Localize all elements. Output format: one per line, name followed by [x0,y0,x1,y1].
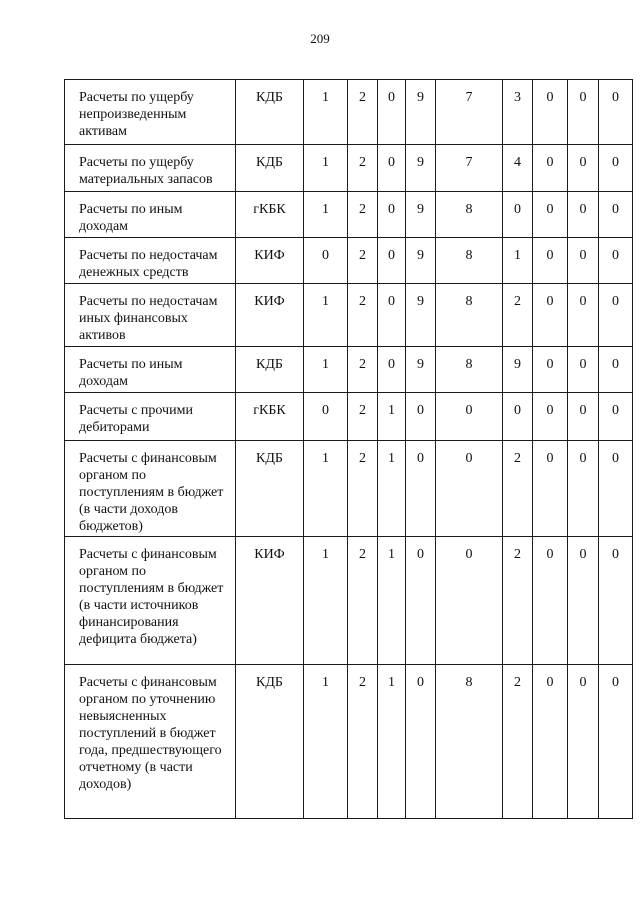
account-digit-cell: 2 [348,441,378,537]
account-digit-cell: 0 [406,393,436,441]
account-digit-cell: 0 [378,145,406,192]
account-name-cell: Расчеты с прочими дебиторами [65,393,236,441]
account-digit-cell: 0 [533,347,568,393]
account-digit-cell: 0 [568,238,599,284]
account-digit-cell: 0 [378,192,406,238]
table-row [65,80,633,145]
account-digit-cell: 2 [348,537,378,665]
account-digit-cell: 7 [436,80,503,145]
account-digit-cell: 9 [406,192,436,238]
account-digit-cell: 1 [378,393,406,441]
account-digit-cell: 8 [436,284,503,347]
code-type-cell: КДБ [236,80,304,145]
account-name-cell: Расчеты с финансовым органом по уточнению невыясненных поступлений в бюджет года, предшествующего отчетному (в части доходов) [65,665,236,819]
account-digit-cell: 1 [378,441,406,537]
account-digit-cell: 9 [503,347,533,393]
account-digit-cell: 0 [436,393,503,441]
account-digit-cell: 8 [436,238,503,284]
account-digit-cell: 0 [599,80,633,145]
account-digit-cell: 9 [406,347,436,393]
code-type-cell: КИФ [236,238,304,284]
code-type-cell: КДБ [236,145,304,192]
account-digit-cell: 0 [378,80,406,145]
account-digit-cell: 0 [436,537,503,665]
account-digit-cell: 2 [503,441,533,537]
account-digit-cell: 1 [304,145,348,192]
account-digit-cell: 1 [378,665,406,819]
code-type-cell: КДБ [236,347,304,393]
account-digit-cell: 0 [568,284,599,347]
account-digit-cell: 4 [503,145,533,192]
account-digit-cell: 0 [533,665,568,819]
account-digit-cell: 1 [304,80,348,145]
account-digit-cell: 1 [503,238,533,284]
account-digit-cell: 0 [599,665,633,819]
account-digit-cell: 0 [533,145,568,192]
account-digit-cell: 1 [304,441,348,537]
account-digit-cell: 0 [378,347,406,393]
account-digit-cell: 9 [406,80,436,145]
account-digit-cell: 2 [348,80,378,145]
account-digit-cell: 0 [599,393,633,441]
account-digit-cell: 0 [568,192,599,238]
account-digit-cell: 2 [348,145,378,192]
code-type-cell: КИФ [236,284,304,347]
account-digit-cell: 9 [406,238,436,284]
table-row [65,192,633,238]
code-type-cell: КДБ [236,665,304,819]
account-name-cell: Расчеты с финансовым органом по поступлениям в бюджет (в части источников финансирования дефицита бюджета) [65,537,236,665]
account-digit-cell: 9 [406,284,436,347]
account-digit-cell: 0 [599,145,633,192]
account-digit-cell: 1 [304,537,348,665]
account-digit-cell: 0 [533,393,568,441]
account-digit-cell: 0 [568,441,599,537]
account-digit-cell: 0 [304,238,348,284]
table-row [65,347,633,393]
account-digit-cell: 0 [533,284,568,347]
account-digit-cell: 0 [568,665,599,819]
account-name-cell: Расчеты по ущербу материальных запасов [65,145,236,192]
account-digit-cell: 8 [436,347,503,393]
account-digit-cell: 0 [436,441,503,537]
account-digit-cell: 7 [436,145,503,192]
code-type-cell: гКБК [236,192,304,238]
code-type-cell: КИФ [236,537,304,665]
account-digit-cell: 0 [568,393,599,441]
account-name-cell: Расчеты по ущербу непроизведенным активам [65,80,236,145]
account-digit-cell: 0 [568,80,599,145]
table-row [65,441,633,537]
account-digit-cell: 0 [304,393,348,441]
account-digit-cell: 0 [406,665,436,819]
account-digit-cell: 2 [348,347,378,393]
account-digit-cell: 2 [503,537,533,665]
account-digit-cell: 0 [378,238,406,284]
account-digit-cell: 0 [533,238,568,284]
account-name-cell: Расчеты по иным доходам [65,347,236,393]
account-digit-cell: 0 [568,347,599,393]
table-row [65,537,633,665]
account-digit-cell: 8 [436,192,503,238]
account-digit-cell: 2 [503,665,533,819]
table-row [65,284,633,347]
account-digit-cell: 2 [348,393,378,441]
account-digit-cell: 0 [568,145,599,192]
account-name-cell: Расчеты по иным доходам [65,192,236,238]
account-digit-cell: 8 [436,665,503,819]
account-digit-cell: 0 [599,238,633,284]
table-row [65,145,633,192]
account-digit-cell: 0 [503,192,533,238]
account-digit-cell: 1 [378,537,406,665]
account-digit-cell: 0 [406,537,436,665]
account-digit-cell: 2 [348,192,378,238]
table-body [65,80,633,819]
account-digit-cell: 0 [599,284,633,347]
account-digit-cell: 0 [533,80,568,145]
account-digit-cell: 0 [599,192,633,238]
account-digit-cell: 0 [503,393,533,441]
account-digit-cell: 2 [348,238,378,284]
account-digit-cell: 2 [503,284,533,347]
table-row [65,238,633,284]
accounts-table [64,79,633,819]
account-digit-cell: 2 [348,665,378,819]
account-digit-cell: 0 [378,284,406,347]
account-name-cell: Расчеты с финансовым органом по поступлениям в бюджет (в части доходов бюджетов) [65,441,236,537]
table-row [65,665,633,819]
code-type-cell: гКБК [236,393,304,441]
account-digit-cell: 1 [304,192,348,238]
account-digit-cell: 0 [533,192,568,238]
table-row [65,393,633,441]
code-type-cell: КДБ [236,441,304,537]
account-name-cell: Расчеты по недостачам иных финансовых активов [65,284,236,347]
account-name-cell: Расчеты по недостачам денежных средств [65,238,236,284]
page-number: 209 [310,31,330,46]
account-digit-cell: 0 [533,537,568,665]
account-digit-cell: 9 [406,145,436,192]
account-digit-cell: 3 [503,80,533,145]
account-digit-cell: 1 [304,284,348,347]
account-digit-cell: 2 [348,284,378,347]
account-digit-cell: 0 [599,347,633,393]
account-digit-cell: 0 [533,441,568,537]
account-digit-cell: 0 [599,441,633,537]
account-digit-cell: 1 [304,347,348,393]
account-digit-cell: 0 [568,537,599,665]
account-digit-cell: 0 [599,537,633,665]
account-digit-cell: 1 [304,665,348,819]
account-digit-cell: 0 [406,441,436,537]
